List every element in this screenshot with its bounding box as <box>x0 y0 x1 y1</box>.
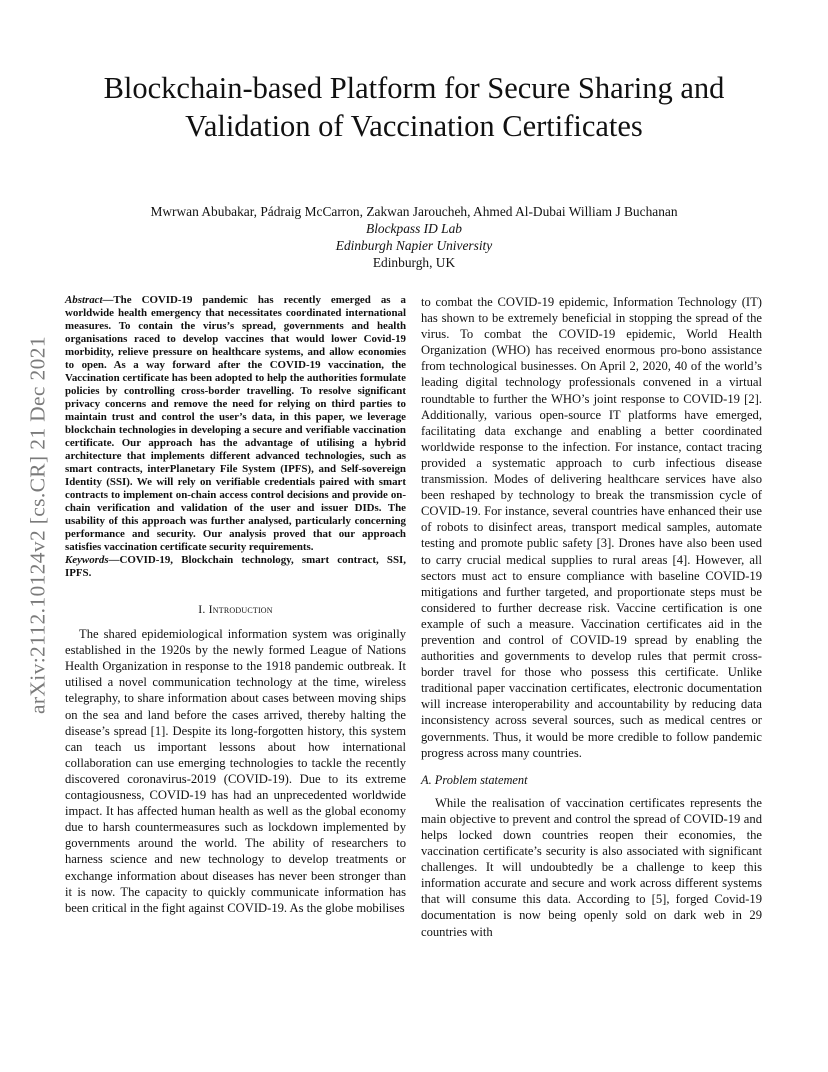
paper-title: Blockchain-based Platform for Secure Sharing and Validation of Vaccination Certificates <box>103 71 725 143</box>
intro-paragraph-continued: to combat the COVID-19 epidemic, Information Technology (IT) has shown to be extremely beneficial in stopping the spread of the virus. To combat the COVID-19 epidemic, World Health Organization (WHO) has received enormous pro-bono assistance from technological businesses. On April 2, 2020, 40 of the world’s leading digital technology professionals convened in a virtual roundtable to further the WHO’s joint response to COVID-19 [2]. Additionally, various open-source IT platforms have emerged, facilitating data exchange and enabling a better coordinated worldwide response to the infection. For instance, contact tracing provided a systematic approach to curb infectious disease transmission. Modes of delivering healthcare services have also been reshaped by technology to break the transmission cycle of COVID-19. For instance, several countries have enhanced their use of robots to disinfect areas, transport medical samples, automate testing and promote public safety [3]. Drones have also been used to carry crucial medical supplies to rural areas [4]. However, all sectors must act to ensure compliance with baseline COVID-19 mitigations and further targeted, and proportionate steps must be considered to further decrease risk. Vaccine certification is one example of such a measure. Vaccination certificates aid in the prevention and control of COVID-19 spread by enabling the authorities and governments to develop rules that permit cross-border travel for those who possess this certificate. Unlike traditional paper vaccination certificates, electronic documentation will increase interoperability and accountability by reducing data inconsistency across several sources, such as medical centres or governments. Thus, it would be more credible to follow pandemic progress across many countries. <box>421 295 762 760</box>
right-column <box>421 294 762 940</box>
affiliation-city: Edinburgh, UK <box>372 255 456 270</box>
section-heading-introduction <box>65 601 406 617</box>
keywords-text: —COVID-19, Blockchain technology, smart contract, SSI, IPFS. <box>65 554 406 579</box>
subsection-heading-problem-statement: A. Problem statement <box>421 772 528 787</box>
left-column <box>65 294 406 916</box>
author-names: Mwrwan Abubakar, Pádraig McCarron, Zakwan Jaroucheh, Ahmed Al-Dubai William J Buchanan <box>150 204 678 219</box>
keywords-label: Keywords <box>65 554 109 566</box>
author-block <box>60 203 768 271</box>
section-number: I. <box>198 602 209 616</box>
keywords <box>65 554 406 580</box>
problem-statement-paragraph: While the realisation of vaccination certificates represents the main objective to prevent and control the spread of COVID-19 and helps locked down countries reopen their economies, the vaccination certificate’s security is also associated with significant challenges. It will undoubtedly be a challenge to keep this information accurate and secure and work across different systems that will consume this data. According to [5], forged Covid-19 documentation is now being openly sold on dark web in 29 countries with <box>421 795 762 939</box>
section-title: Introduction <box>208 602 273 616</box>
affiliation-university: Edinburgh Napier University <box>335 238 493 253</box>
arxiv-identifier: arXiv:2112.10124v2 [cs.CR] 21 Dec 2021 <box>25 336 50 715</box>
intro-paragraph-1: The shared epidemiological information system was originally established in the 1920s by the newly formed League of Nations Health Organization in response to the 1918 pandemic outbreak. It utilised a novel communication technology at the time, wireless telegraphy, to share information about cases between moving ships on the sea and land before the cases arrived, thereby halting the disease’s spread [1]. Despite its long-forgotten history, this system can teach us important lessons about how international collaboration can use emerging technologies to tackle the recently discovered coronavirus-2019 (COVID-19). Due to its extreme contagiousness, COVID-19 has had an unprecedented worldwide impact. It has affected human health as well as the global economy due to harsh countermeasures such as lockdown implemented by governments around the world. The ability of researchers to harness science and new technology to develop treatments or exchange information about diseases has never been stronger than it is now. The capacity to quickly communicate information has been critical in the fight against COVID-19. As the globe mobilises <box>65 627 406 915</box>
abstract-label: Abstract <box>65 294 103 306</box>
abstract <box>65 294 406 554</box>
abstract-text: —The COVID-19 pandemic has recently emerged as a worldwide health emergency that necessitates coordinated international measures. To contain the virus’s spread, governments and health organisations raced to develop vaccines that would lower Covid-19 morbidity, relieve pressure on healthcare systems, and allow economies to open. As a way forward after the COVID-19 vaccination, the Vaccination certificate has been adopted to help the authorities formulate policies by controlling cross-border travelling. To resolve significant privacy concerns and remove the need for relying on third parties to maintain trust and control the user’s data, in this paper, we leverage blockchain technologies in developing a secure and verifiable vaccination certificate. Our approach has the advantage of utilising a hybrid architecture that implements different advanced technologies, such as smart contracts, interPlanetary File System (IPFS), and Self-sovereign Identity (SSI). We will rely on verifiable credentials paired with smart contracts to implement on-chain access control decisions and provide on-chain verification and validation of the user and issuer DIDs. The usability of this approach was further analysed, particularly concerning performance and security. Our analysis proved that our approach satisfies vaccination certificate security requirements. <box>65 294 406 553</box>
affiliation-lab: Blockpass ID Lab <box>366 221 462 236</box>
